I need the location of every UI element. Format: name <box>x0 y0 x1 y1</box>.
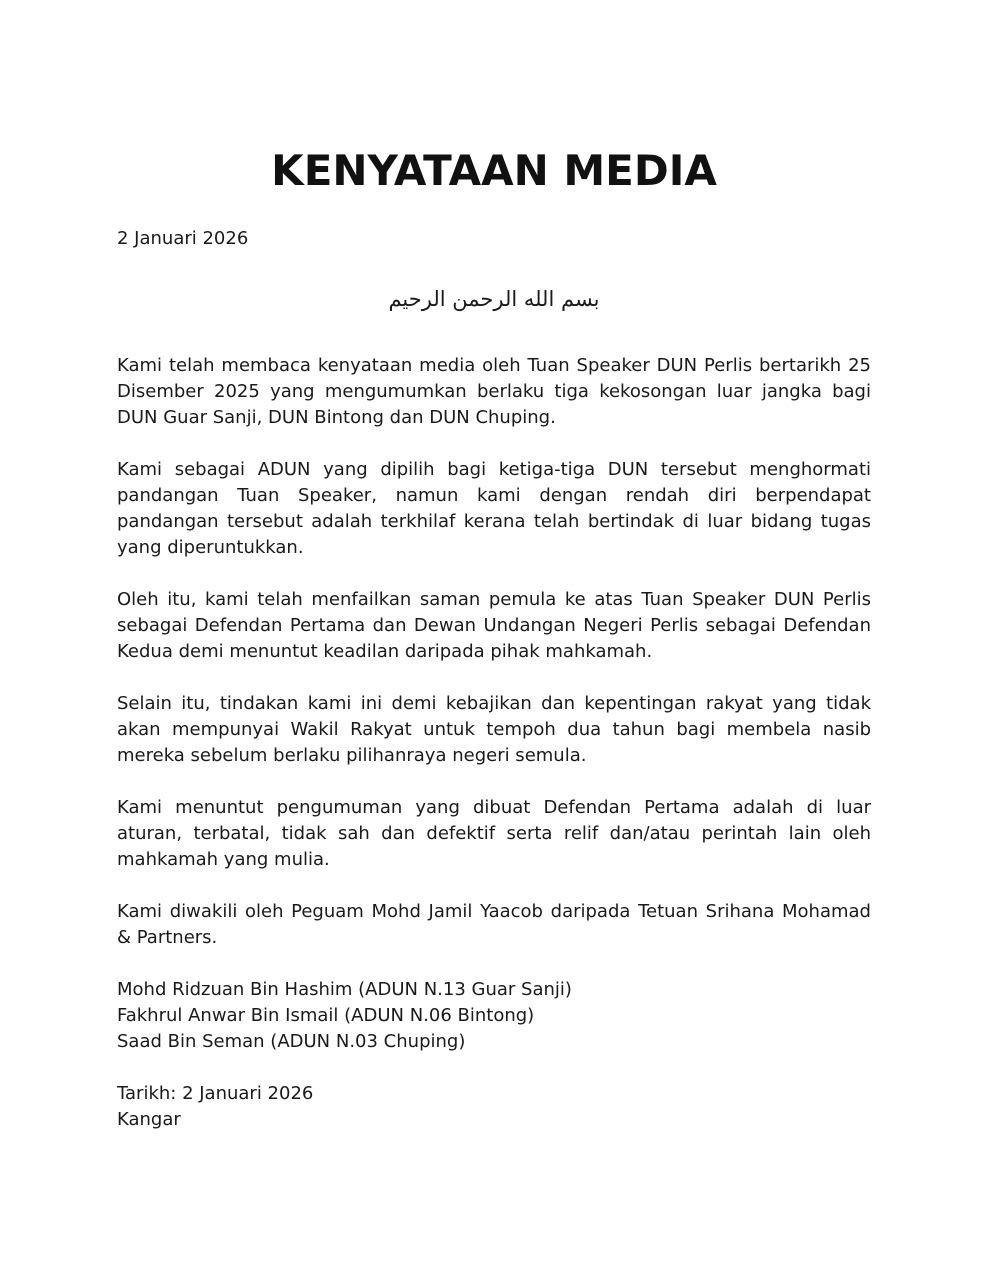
basmala: بسم الله الرحمن الرحيم <box>388 287 600 311</box>
signatory-list <box>117 977 871 1055</box>
document-date: 2 Januari 2026 <box>117 228 249 249</box>
paragraph: Kami diwakili oleh Peguam Mohd Jamil Yaacob daripada Tetuan Srihana Mohamad & Partners. <box>117 901 871 948</box>
paragraph: Selain itu, tindakan kami ini demi kebajikan dan kepentingan rakyat yang tidak akan mempunyai Wakil Rakyat untuk tempoh dua tahun bagi membela nasib mereka sebelum berlaku pilihanraya negeri semula. <box>117 693 871 766</box>
signatory: Mohd Ridzuan Bin Hashim (ADUN N.13 Guar Sanji) <box>117 979 572 1000</box>
paragraph: Kami sebagai ADUN yang dipilih bagi ketiga-tiga DUN tersebut menghormati pandangan Tuan Speaker, namun kami dengan rendah diri berpendapat pandangan tersebut adalah terkhilaf kerana telah bertindak di luar bidang tugas yang diperuntukkan. <box>117 459 871 558</box>
document-title: KENYATAAN MEDIA <box>271 146 717 195</box>
closing-date: Tarikh: 2 Januari 2026 <box>117 1083 314 1104</box>
paragraph: Kami telah membaca kenyataan media oleh Tuan Speaker DUN Perlis bertarikh 25 Disember 2025 yang mengumumkan berlaku tiga kekosongan luar jangka bagi DUN Guar Sanji, DUN Bintong dan DUN Chuping. <box>117 355 871 428</box>
signatory: Saad Bin Seman (ADUN N.03 Chuping) <box>117 1031 466 1052</box>
paragraph: Kami menuntut pengumuman yang dibuat Defendan Pertama adalah di luar aturan, terbatal, tidak sah dan defektif serta relif dan/atau perintah lain oleh mahkamah yang mulia. <box>117 797 871 870</box>
closing-block <box>117 1081 871 1133</box>
statement-body <box>117 353 871 1133</box>
closing-place: Kangar <box>117 1109 181 1130</box>
paragraph: Oleh itu, kami telah menfailkan saman pemula ke atas Tuan Speaker DUN Perlis sebagai Defendan Pertama dan Dewan Undangan Negeri Perlis sebagai Defendan Kedua demi menuntut keadilan daripada pihak mahkamah. <box>117 589 871 662</box>
signatory: Fakhrul Anwar Bin Ismail (ADUN N.06 Bintong) <box>117 1005 535 1026</box>
